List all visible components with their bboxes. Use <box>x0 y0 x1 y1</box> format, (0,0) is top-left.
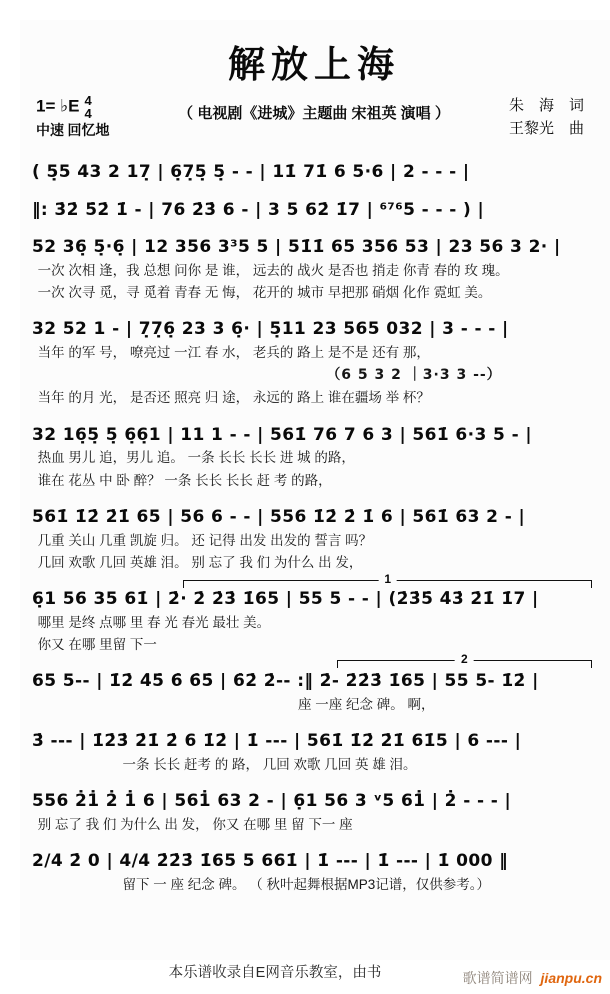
subtitle: （ 电视剧《进城》主题曲 宋祖英 演唱 ） <box>178 105 450 122</box>
music-system <box>30 789 598 836</box>
notation-line: 3̇ --- | 1̇2̇3̇ 2̇1̇ 2̇ 6 1̇2̇ | 1̇ --- | 561̇ 1̇2̇ 2̇1̇ 61̇5 | 6 --- | <box>32 731 522 752</box>
composer-credit: 王黎光 曲 <box>508 120 584 138</box>
notation-line: 65 5-- | 1̇2̇ 4̇5̇ 6̇ 6̇5̇ | 6̇2̇ 2̇-- :‖ 2̇- 2̇2̇3̇ 1̇65 | 55 5- 1̇2̇ | <box>32 671 539 692</box>
music-system <box>30 317 598 409</box>
notation-line: 2/4 2̇ 0 | 4/4 2̇2̇3̇ 1̇65 5 661̇ | 1̇ --- | 1̇ --- | 1̇ 000 ‖ <box>32 850 509 871</box>
watermark-site-name: 歌谱简谱网 <box>462 970 533 986</box>
music-system <box>30 423 598 492</box>
lyric-line: 几重 关山 几重 凯旋 归。 还 记得 出发 出发的 誓言 吗？ <box>37 532 373 548</box>
notation-line: 52 36̣ 5̣·6̣ | 12 356 3³5 5 | 51̇1̇ 65 356 53 | 23 56 3 2· | <box>32 237 561 258</box>
lyric-line: 当年 的军 号， 嘹亮过 一江 春 水， 老兵的 路上 是不是 还有 那， <box>37 345 430 361</box>
music-system <box>30 160 598 185</box>
volta-label: 2 <box>455 652 474 666</box>
notation-line: ( 5̣5 43 2 17̣ | 6̣7̣5̣ 5̣ - - | 11̇ 71̇ 6 5·6 | 2 - - - | <box>32 162 470 182</box>
music-system <box>30 729 598 776</box>
score-header <box>30 94 598 156</box>
music-system <box>30 235 598 304</box>
page-title: 解放上海 <box>228 44 400 85</box>
score <box>30 160 598 896</box>
lyric-line: 一次 次寻 觅，寻 觅着 青春 无 悔， 花开的 城市 早把那 硝烟 化作 霓虹 美。 <box>37 285 492 301</box>
lyric-line: 哪里 是终 点哪 里 春 光 春光 最壮 美。 <box>37 614 271 630</box>
time-signature-top: 4 <box>84 93 92 108</box>
lyric-line: 你又 在哪 里留 下一 <box>37 636 157 652</box>
tempo-marking: 中速 回忆地 <box>36 124 110 139</box>
music-system <box>30 849 598 896</box>
time-signature <box>84 94 91 120</box>
footer-source: 本乐谱收录自E网音乐教室，由书 <box>168 965 382 981</box>
key-signature <box>36 94 92 120</box>
notation-line: ‖: 3̇2̇ 5̇2̇ 1̇ - | 76 2̇3̇ 6 - | 3 5 62̇ 1̇7 | ⁶⁷⁶5 - - - ) | <box>32 199 485 220</box>
volta-2-bracket <box>337 652 592 668</box>
volta-1-bracket <box>183 572 592 588</box>
lyric-line: 别 忘了 我 们 为什么 出 发， 你又 在哪 里 留 下一 座 <box>37 816 353 832</box>
lyricist-credit: 朱 海 词 <box>508 97 584 114</box>
notation-line: 556 2̇1̇ 2̇ 1̇ 6 | 561̇ 63 2 - | 6̣1 56 3 ᵛ5 61̇ | 2̇ - - - | <box>32 791 512 812</box>
lyric-line: 几回 欢歌 几回 英雄 泪。 别 忘了 我 们 为什么 出 发， <box>37 554 363 570</box>
notation-line: 561̇ 1̇2̇ 2̇1̇ 65 | 56 6 - - | 556 1̇2̇ 2̇ 1̇ 6 | 561̇ 63 2 - | <box>32 506 526 527</box>
sheet-music-page <box>20 20 610 960</box>
notation-line: 32 52 1 - | 7̣7̣6̣ 23 3 6̣· | 5̣11 23 565 032 | 3 - - - | <box>32 319 509 340</box>
lyric-line: 谁在 花丛 中 卧 醉？ 一条 长长 长长 赶 考 的路， <box>37 472 332 488</box>
credits <box>509 94 584 141</box>
music-system <box>30 505 598 574</box>
notation-line: 6̣1 56 35 61̇ | 2̇· 2̇ 2̇3̇ 1̇65 | 55 5 - - | (2̇3̇5̇ 4̇3̇ 2̇1̇ 1̇7 | <box>32 589 539 610</box>
notation-line: 32 16̣5̣ 5̣ 6̣6̣1 | 11 1 - - | 561̇ 76 7 6 3 | 561̇ 6·3 5 - | <box>32 424 532 445</box>
lyric-line: 座 一座 纪念 碑。 啊， <box>298 696 435 712</box>
lyric-line: 留下 一 座 纪念 碑。 （ 秋叶起舞根据MP3记谱，仅供参考。） <box>122 876 491 892</box>
volta-label: 1 <box>378 572 397 586</box>
watermark <box>463 968 602 988</box>
watermark-domain: jianpu.cn <box>540 970 602 986</box>
music-system <box>30 198 598 223</box>
lyric-line: 热血 男儿 追，男儿 追。 一条 长长 长长 进 城 的路， <box>37 450 355 466</box>
lyric-line: 一条 长长 赶考 的 路， 几回 欢歌 几回 英 雄 泪。 <box>122 756 417 772</box>
lyric-line: 一次 次相 逢，我 总想 问你 是 谁， 远去的 战火 是否也 捎走 你青 春的 玫 瑰。 <box>37 262 509 278</box>
time-signature-bottom: 4 <box>84 106 92 121</box>
music-system <box>30 669 598 716</box>
key-text: 1= ♭E <box>36 96 80 116</box>
music-system <box>30 572 598 667</box>
inset-notation: （6 5 3 2 ｜3·3 3 --） <box>326 367 502 384</box>
lyric-line: 当年 的月 光， 是否还 照亮 归 途， 永远的 路上 谁在疆场 举 杯？ <box>37 390 430 406</box>
